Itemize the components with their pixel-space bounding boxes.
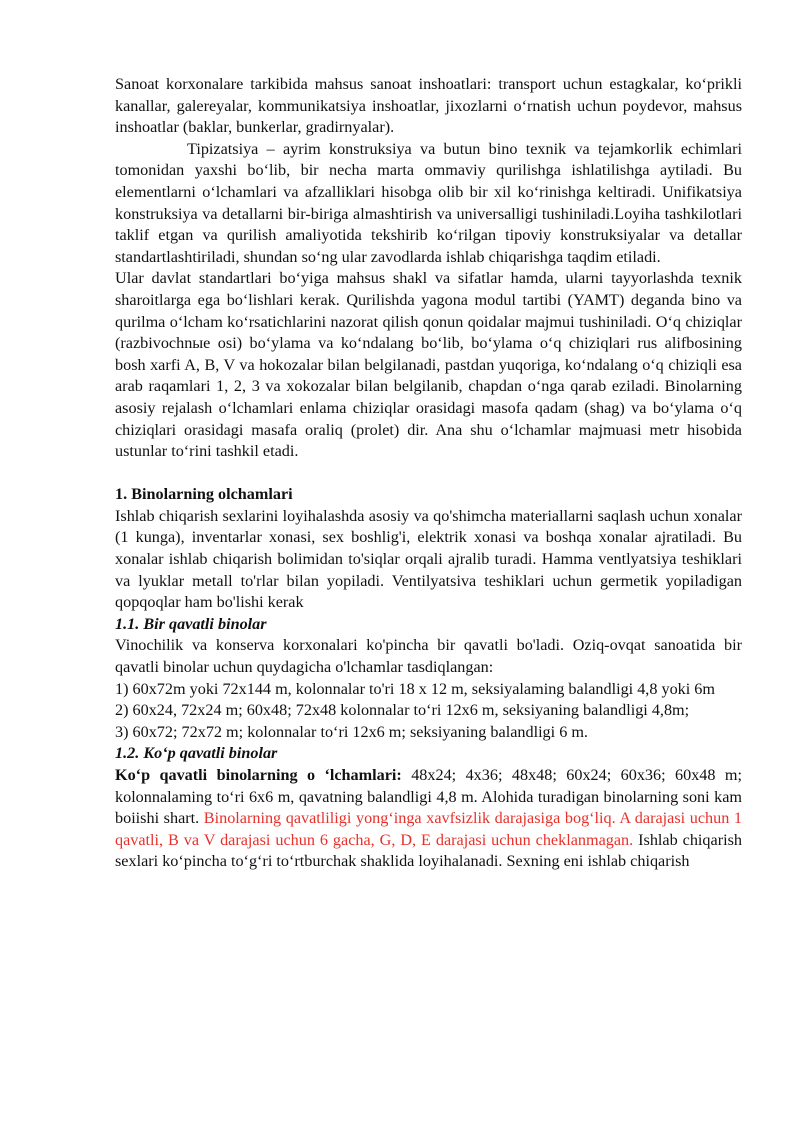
section-1-2-lead: Ko‘p qavatli binolarning o ‘lchamlari: <box>115 766 402 784</box>
typification-paragraph: Tipizatsiya – ayrim konstruksiya va butun bino texnik va tejamkorlik echimlari tomonidan yaxshi bo‘lib, bir necha marta ommaviy qurilishga ishlatilishga aytiladi. Bu elementlarni o‘lchamlari va afzalliklari hisobga olib bir xil ko‘rinishga keltiradi. Unifikatsiya konstruksiya va detallarni bir-biriga almashtirish va universalligi tushiniladi.Loyiha tashkilotlari taklif etgan va qurilish amaliyotida tekshirib ko‘rilgan tipoviy konstruksiyalar va detallar standartlashtiriladi, shundan so‘ng ular zavodlarda ishlab chiqarishga taqdim etiladi. <box>115 139 742 266</box>
list-item: 1) 60x72m yoki 72x144 m, kolonnalar to'ri 18 x 12 m, seksiyalaming balandligi 4,8 yoki 6m <box>115 679 715 698</box>
section-1-2-paragraph <box>115 765 742 873</box>
section-1-heading: 1. Binolarning olchamlari <box>115 485 293 504</box>
section-1-2-heading: 1.2. Ko‘p qavatli binolar <box>115 744 278 763</box>
standards-paragraph: Ular davlat standartlari bo‘yiga mahsus shakl va sifatlar hamda, ularni tayyorlashda texnik sharoitlarga ega bo‘lishlari kerak. Qurilishda yagona modul tartibi (YAMT) deganda bino va qurilma o‘lcham ko‘rsatichlarini nazorat qilish qonun qoidalar majmui tushiniladi. O‘q chiziqlar (razbivochnые osi) bo‘ylama va ko‘ndalang bo‘lib, bo‘ylama o‘q chiziqlari rus alifbosining bosh xarfi A, B, V va hokozalar bilan belgilanadi, pastdan yuqoriga, ko‘ndalang o‘q chiziqli esa arab raqamlari 1, 2, 3 va xokozalar bilan belgilanib, chapdan o‘nga qarab eziladi. Binolarning asosiy rejalash o‘lchamlari enlama chiziqlar orasidagi masofa qadam (shag) va bo‘ylama o‘q chiziqlari orasidagi masafa oraliq (prolet) dir. Ana shu o‘lchamlar majmuasi metr hisobida ustunlar to‘rini tashkil etadi. <box>115 269 742 461</box>
section-1-2-text: 48x24; 4x36; 48x48; 60x24; 60x36; 60x48 m; kolonnalaming to‘ri 6x6 m, qavatning balandligi 4,8 m. Alohida turadigan binolarning soni kam boiishi shart. <box>115 766 742 828</box>
list-item: 3) 60x72; 72x72 m; kolonnalar to‘ri 12x6 m; seksiyaning balandligi 6 m. <box>115 722 588 741</box>
section-1-1-paragraph: Vinochilik va konserva korxonalari ko'pincha bir qavatli bo'ladi. Oziq-ovqat sanoatida bir qavatli binolar uchun quydagicha o'lchamlar tasdiqlangan: <box>115 636 742 677</box>
intro-paragraph: Sanoat korxonalare tarkibida mahsus sanoat inshoatlari: transport uchun estagkalar, ko‘prikli kanallar, galereyalar, kommunikatsiya inshoatlar, jixozlarni o‘rnatish uchun poydevor, mahsus inshoatlar (baklar, bunkerlar, gradirnyalar). <box>115 75 742 137</box>
section-1-paragraph: Ishlab chiqarish sexlarini loyihalashda asosiy va qo'shimcha materiallarni saqlash uchun xonalar (1 kunga), inventarlar xonasi, sex boshlig'i, elektrik xonasi va boshqa xonalar ajratiladi. Bu xonalar ishlab chiqarish bolimidan to'siqlar orqali ajralib turadi. Hamma ventlyatsiya teshiklari va lyuklar metall to'rlar bilan yopiladi. Ventilyatsiva teshiklari uchun germetik yopiladigan qopqoqlar ham bo'lishi kerak <box>115 506 742 612</box>
document-page <box>115 74 742 873</box>
list-item: 2) 60x24, 72x24 m; 60x48; 72x48 kolonnalar to‘ri 12x6 m, seksiyaning balandligi 4,8m; <box>115 701 690 720</box>
fire-safety-highlight: Binolarning qavatliligi yong‘inga xavfsizlik darajasiga bog‘liq. A darajasi uchun 1 qavatli, B va V darajasi uchun 6 gacha, G, D, E darajasi uchun cheklanmagan. <box>115 809 742 849</box>
section-1-2-tail: Ishlab chiqarish sexlari ko‘pincha to‘g‘ri to‘rtburchak shaklida loyihalanadi. Sexning eni ishlab chiqarish <box>115 830 742 871</box>
blank-line <box>115 463 742 485</box>
section-1-1-heading: 1.1. Bir qavatli binolar <box>115 614 267 633</box>
